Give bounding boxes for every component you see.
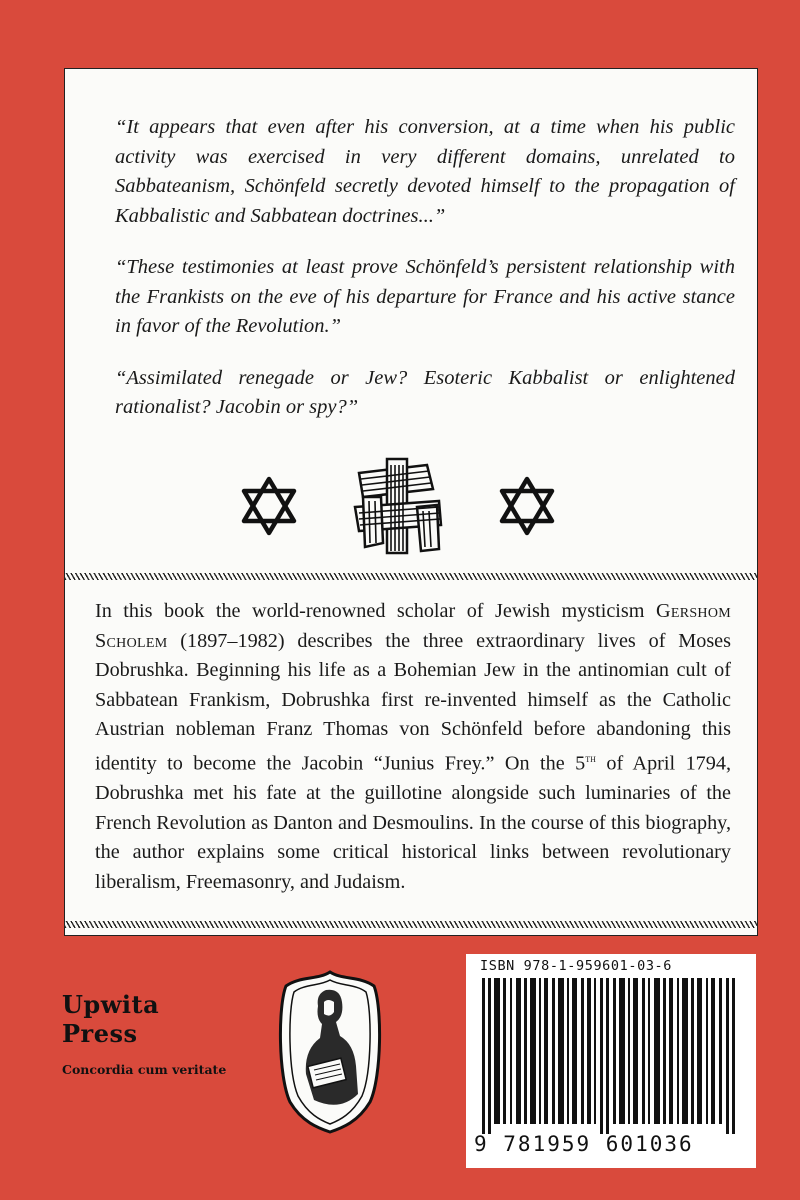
ornament-row	[65, 455, 759, 565]
quote-1: “It appears that even after his conversion, at a time when his public activity was exercised in very different domains, unrelated to Sabbateanism, Schönfeld secretly devoted himself to the propagation of Kabbalistic and Sabbatean doctrines...”	[115, 116, 735, 227]
description-text: In this book the world-renowned scholar of Jewish mysticism	[95, 600, 656, 622]
quote-2: “These testimonies at least prove Schönfeld’s persistent relationship with the Frankists on the eve of his departure for France and his active stance in favor of the Revolution.”	[115, 256, 735, 337]
publisher-crest-icon	[270, 966, 390, 1136]
ordinal-suffix: th	[585, 752, 596, 765]
back-cover-panel	[64, 68, 758, 936]
star-of-david-icon-left	[237, 473, 301, 539]
barcode-bars	[482, 978, 742, 1134]
divider-hatch-top	[65, 573, 757, 580]
isbn-label: ISBN 978-1-959601-03-6	[480, 958, 673, 974]
author-name: Gershom Scholem	[95, 600, 731, 652]
description-text: of April 1794, Dobrushka met his fate at the guillotine alongside such luminaries of the French Revolution as Danton and Desmoulins. In the course of this biography, the author explains some critical historical links between revolutionary liberalism, Freemasonry, and Judaism.	[95, 752, 731, 894]
publisher-name: Upwita Press	[62, 990, 160, 1048]
woven-emblem-icon	[341, 455, 453, 559]
barcode	[466, 954, 756, 1168]
star-of-david-icon-right	[495, 473, 559, 539]
description-text: (1897–1982) describes the three extraordinary lives of Moses Dobrushka. Beginning his life as a Bohemian Jew in the antinomian cult of Sabbatean Frankism, Dobrushka first re-invented himself as the Catholic Austrian nobleman Franz Thomas von Schönfeld before abandoning this identity to become the Jacobin “Junius Frey.” On the 5	[95, 629, 731, 775]
book-description	[95, 597, 731, 898]
quotes-block	[115, 113, 735, 445]
publisher-block	[62, 990, 242, 1077]
publisher-motto: Concordia cum veritate	[62, 1062, 227, 1077]
isbn-digits: 9 781959 601036	[474, 1132, 694, 1156]
divider-hatch-bottom	[65, 921, 757, 928]
quote-3: “Assimilated renegade or Jew? Esoteric Kabbalist or enlightened rationalist? Jacobin or spy?”	[115, 366, 735, 418]
